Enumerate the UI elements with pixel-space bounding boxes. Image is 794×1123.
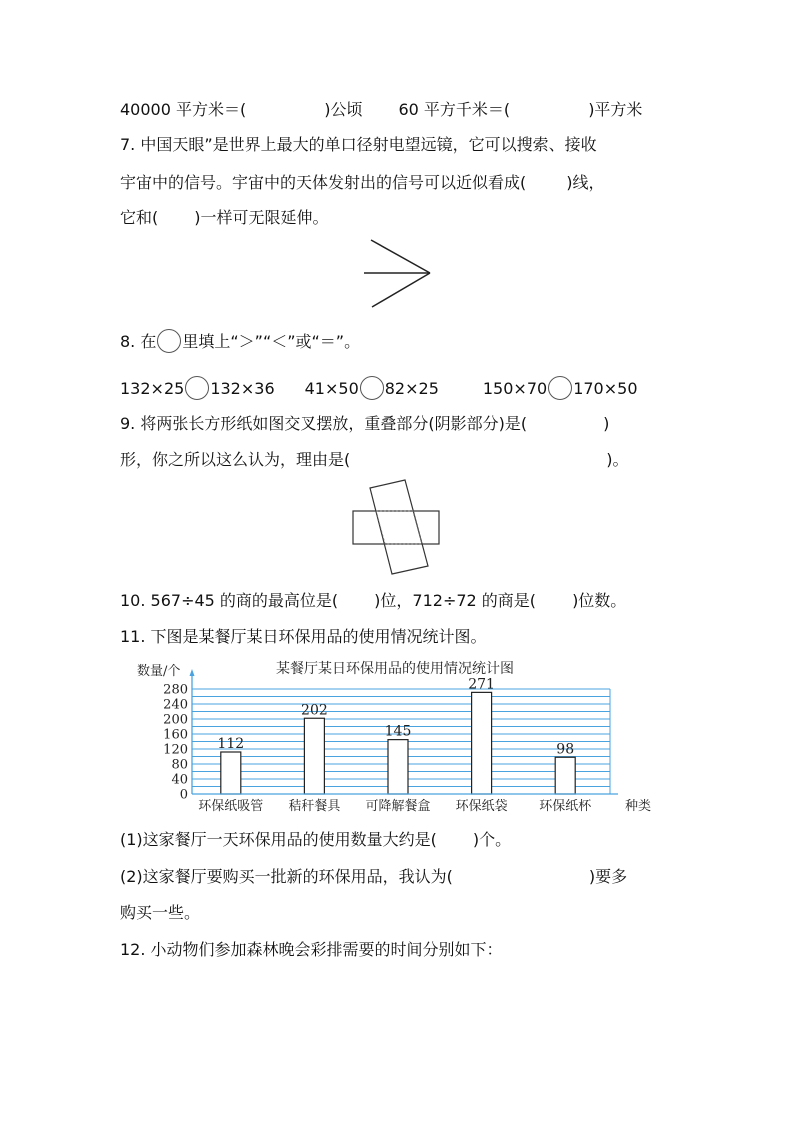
q8-item-2-b: 82×25 bbox=[384, 379, 439, 398]
q10-a: 10. 567÷45 的商的最高位是( bbox=[120, 591, 339, 610]
q6-a-left: 40000 平方米＝( bbox=[120, 100, 247, 119]
q7-l3-left: 它和( bbox=[120, 208, 159, 227]
x-tick-可降解餐盒: 可降解餐盒 bbox=[365, 799, 431, 814]
y-tick-280: 280 bbox=[163, 682, 188, 698]
q11-sub2-right: )要多 bbox=[588, 867, 628, 886]
q6-a-right: )公顷 bbox=[324, 100, 363, 119]
q7-l3-right: )一样可无限延伸。 bbox=[194, 208, 329, 227]
y-tick-80: 80 bbox=[171, 757, 188, 773]
y-tick-160: 160 bbox=[163, 727, 188, 743]
q10-c: )位数。 bbox=[572, 591, 627, 610]
q11-sub2-line-2: 购买一些。 bbox=[120, 903, 201, 922]
q9-l2-left: 形，你之所以这么认为，理由是( bbox=[120, 450, 351, 469]
q9-l1-left: 9. 将两张长方形纸如图交叉摆放，重叠部分(阴影部分)是( bbox=[120, 414, 528, 433]
q8-item-1-a: 132×25 bbox=[120, 379, 185, 398]
q6-b-left: 60 平方千米＝( bbox=[398, 100, 511, 119]
x-tick-labels bbox=[198, 798, 592, 814]
q11-title: 11. 下图是某餐厅某日环保用品的使用情况统计图。 bbox=[120, 627, 487, 646]
q7-l2-right: )线， bbox=[566, 173, 605, 192]
q9-l2-right: )。 bbox=[606, 450, 629, 469]
value-label-可降解餐盒: 145 bbox=[384, 723, 412, 740]
y-tick-40: 40 bbox=[171, 772, 188, 788]
q11-sub1 bbox=[120, 828, 511, 852]
x-tick-秸秆餐具: 秸秆餐具 bbox=[288, 799, 341, 814]
bar-环保纸杯 bbox=[555, 757, 575, 794]
q8-item-1-b: 132×36 bbox=[210, 379, 275, 398]
y-axis-arrow bbox=[190, 669, 195, 676]
bar-环保纸袋 bbox=[472, 692, 492, 794]
y-tick-0: 0 bbox=[179, 787, 188, 803]
q8-item-3-a: 150×70 bbox=[482, 379, 548, 398]
x-tick-环保纸袋: 环保纸袋 bbox=[455, 799, 508, 814]
chart-title: 某餐厅某日环保用品的使用情况统计图 bbox=[276, 661, 514, 677]
value-label-环保纸袋: 271 bbox=[468, 676, 495, 693]
x-tick-环保纸吸管: 环保纸吸管 bbox=[198, 799, 264, 814]
y-tick-120: 120 bbox=[163, 742, 188, 758]
y-tick-200: 200 bbox=[163, 712, 188, 728]
value-label-环保纸吸管: 112 bbox=[217, 736, 245, 752]
q7-line-1: 7. 中国天眼”是世界上最大的单口径射电望远镜，它可以搜索、接收 bbox=[120, 135, 597, 154]
q12-title: 12. 小动物们参加森林晚会彩排需要的时间分别如下： bbox=[120, 940, 503, 959]
q8-right: 里填上“＞”“＜”或“＝”。 bbox=[182, 332, 361, 351]
y-tick-240: 240 bbox=[163, 697, 188, 713]
y-axis-label: 数量/个 bbox=[137, 664, 181, 679]
q6-b-right: )平方米 bbox=[588, 100, 643, 119]
q11-sub2-left: (2)这家餐厅要购买一批新的环保用品，我认为( bbox=[120, 867, 453, 886]
value-label-环保纸杯: 98 bbox=[556, 741, 575, 758]
q11-sub1-left: (1)这家餐厅一天环保用品的使用数量大约是( bbox=[120, 830, 437, 849]
bar-秸秆餐具 bbox=[304, 718, 324, 794]
x-tick-环保纸杯: 环保纸杯 bbox=[539, 799, 592, 814]
bar-环保纸吸管 bbox=[221, 752, 241, 794]
q7-l2-left: 宇宙中的信号。宇宙中的天体发射出的信号可以近似看成( bbox=[120, 173, 527, 192]
q9-l1-right: ) bbox=[603, 414, 610, 433]
q10-b: )位，712÷72 的商是( bbox=[374, 591, 537, 610]
q8-left: 8. 在 bbox=[120, 332, 157, 351]
y-tick-labels bbox=[163, 683, 188, 803]
x-axis-label: 种类 bbox=[625, 799, 652, 814]
q11-sub2 bbox=[120, 865, 627, 889]
q11-sub1-right: )个。 bbox=[472, 830, 512, 849]
value-label-秸秆餐具: 202 bbox=[301, 702, 328, 719]
q8-item-3-b: 170×50 bbox=[573, 379, 638, 398]
q8-item-2-a: 41×50 bbox=[304, 379, 359, 398]
bar-可降解餐盒 bbox=[388, 740, 408, 794]
